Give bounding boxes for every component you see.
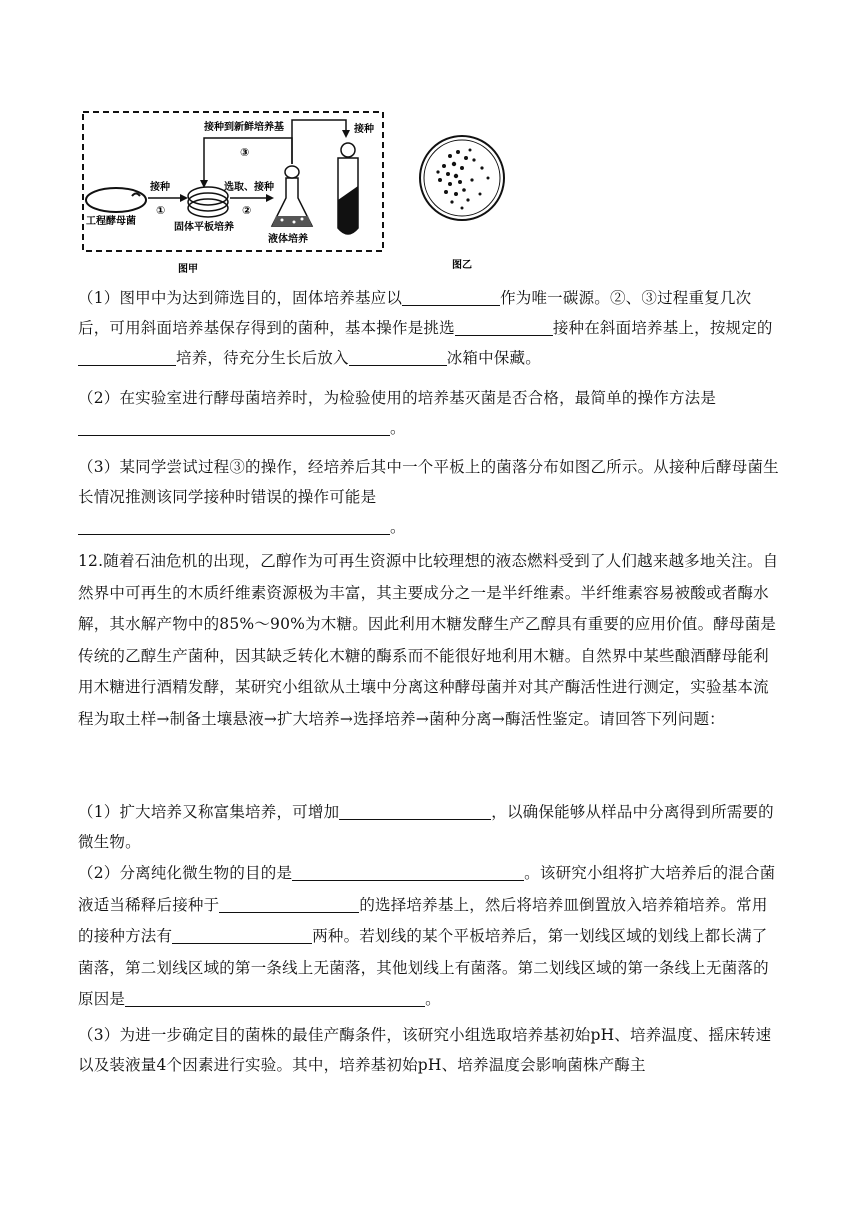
q12-intro-text: 12.随着石油危机的出现，乙醇作为可再生资源中比较理想的液态燃料受到了人们越来越多地关注。自然界中可再生的木质纤维素资源极为丰富，其主要成分之一是半纤维素。半纤维素容易被酸或者酶水解，其水解产物中的85%～90%为木糖。因此利用木糖发酵生产乙醇具有重要的应用价值。酵母菌是传统的乙醇生产菌种，因其缺乏转化木糖的酶系而不能很好地利用木糖。自然界中某些酿酒酵母能利用木糖进行酒精发酵，某研究小组欲从土壤中分离这种酵母菌并对其产酶活性进行测定，实验基本流程为取土样→制备土壤悬液→扩大培养→选择培养→菌种分离→酶活性鉴定。请回答下列问题： (78, 552, 779, 728)
q11-part3 (78, 452, 782, 542)
answer-blank[interactable] (402, 287, 500, 306)
q11-p2-end: 。 (390, 419, 406, 437)
answer-blank[interactable] (78, 417, 390, 436)
q11-p1-text-d: 培养，待充分生长后放入 (176, 349, 349, 367)
q12-intro (78, 546, 782, 735)
answer-blank[interactable] (455, 317, 553, 336)
q12-p2-text-b: 。该研究小组将扩大培养后的混合菌液适当稀释后接种于 (78, 864, 776, 914)
q11-p2-text: （2）在实验室进行酵母菌培养时，为检验使用的培养基灭菌是否合格，最简单的操作方法是 (78, 389, 717, 407)
label-step2: ② (242, 204, 252, 217)
q12-p1-text-b: ，以确保能够从样品中分离得到所需要的微生物。 (78, 803, 774, 851)
q12-p2-text-e: 。 (425, 990, 441, 1008)
label-inoculate-tube: 接种 (354, 124, 374, 135)
q12-p2-text-c: 的选择培养基上，然后将培养皿倒置放入培养箱培养。常用的接种方法有 (78, 895, 768, 945)
q11-p1-text-c: 接种在斜面培养基上，按规定的 (552, 319, 773, 337)
answer-blank[interactable] (349, 347, 447, 366)
q12-part3 (78, 1020, 782, 1080)
yeast-ellipse (86, 188, 146, 212)
q11-p3-text: （3）某同学尝试过程③的操作，经培养后其中一个平板上的菌落分布如图乙所示。从接种后酵母菌生长情况推测该同学接种时错误的操作可能是 (78, 458, 779, 506)
label-to-fresh: 接种到新鲜培养基 (204, 122, 284, 133)
label-plate: 固体平板培养 (174, 222, 234, 233)
label-step1: ① (156, 204, 166, 217)
label-liquid: 液体培养 (268, 234, 308, 245)
figure-area (80, 108, 540, 278)
figure-b-caption: 图乙 (452, 260, 472, 271)
q12-p2-text-a: （2）分离纯化微生物的目的是 (78, 864, 293, 882)
q12-p1-text-a: （1）扩大培养又称富集培养，可增加 (78, 803, 340, 821)
q12-part1 (78, 797, 782, 857)
answer-blank[interactable] (292, 862, 524, 881)
q11-p1-text-a: （1）图甲中为达到筛选目的，固体培养基应以 (78, 289, 403, 307)
q11-part1 (78, 283, 782, 373)
q11-part2 (78, 383, 782, 443)
answer-blank[interactable] (219, 894, 359, 913)
q11-p3-end: 。 (390, 518, 406, 536)
answer-blank[interactable] (78, 347, 176, 366)
figure-b-diagram (410, 108, 520, 278)
label-inoculate: 接种 (150, 182, 170, 193)
label-yeast: 工程酵母菌 (86, 216, 136, 227)
q11-p1-text-b: 作为唯一碳源。②、③过程重复几次后，可用斜面培养基保存得到的菌种，基本操作是挑选 (78, 289, 752, 337)
answer-blank[interactable] (172, 925, 312, 944)
q12-p3-text: （3）为进一步确定目的菌株的最佳产酶条件，该研究小组选取培养基初始pH、培养温度、摇床转速以及装液量4个因素进行实验。其中，培养基初始pH、培养温度会影响菌株产酶主 (78, 1026, 772, 1074)
label-select-inoculate: 选取、接种 (224, 182, 274, 193)
label-step3: ③ (240, 146, 250, 159)
answer-blank[interactable] (339, 801, 491, 820)
q11-p1-text-e: 冰箱中保藏。 (446, 349, 541, 367)
figure-a-caption: 图甲 (178, 264, 198, 275)
answer-blank[interactable] (78, 516, 390, 535)
q12-p2-text-d: 两种。若划线的某个平板培养后，第一划线区域的划线上都长满了菌落，第二划线区域的第一条线上无菌落，其他划线上有菌落。第二划线区域的第一条线上无菌落的原因是 (78, 927, 769, 1008)
q12-part2 (78, 858, 782, 1016)
answer-blank[interactable] (125, 988, 425, 1007)
